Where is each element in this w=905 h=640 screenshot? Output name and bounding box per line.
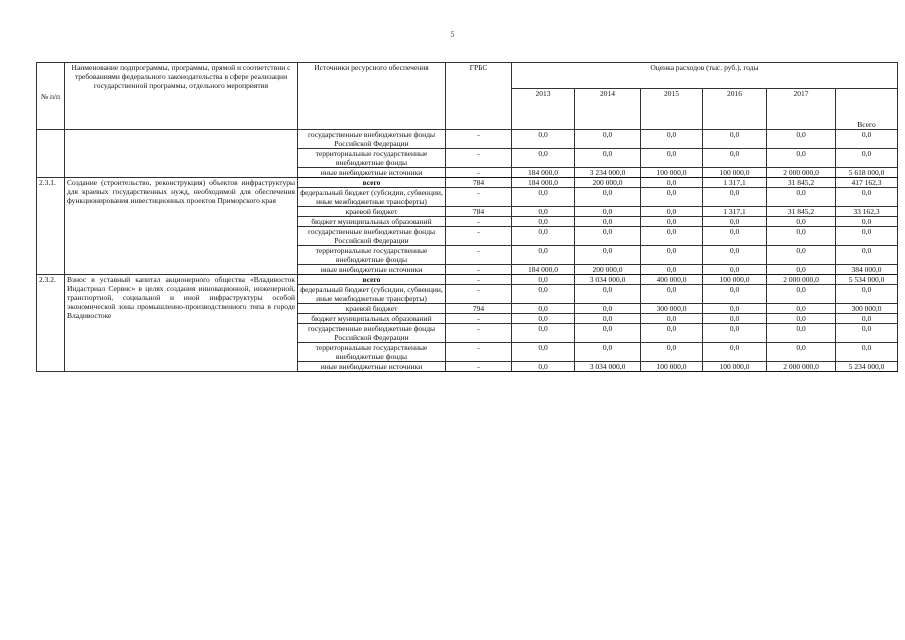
value-cell: 0,0	[512, 217, 575, 227]
value-cell: 0,0	[767, 314, 836, 324]
source-cell: краевой бюджет	[298, 207, 446, 217]
section-number: 2.3.1.	[37, 178, 65, 275]
header-row-1	[37, 63, 898, 89]
value-cell: 0,0	[703, 265, 767, 275]
value-cell: 0,0	[641, 314, 703, 324]
value-cell: 1 317,1	[703, 207, 767, 217]
value-cell: 0,0	[703, 188, 767, 207]
value-cell: 0,0	[575, 217, 641, 227]
source-cell: краевой бюджет	[298, 304, 446, 314]
value-cell: 0,0	[836, 343, 898, 362]
source-cell: бюджет муниципальных образований	[298, 314, 446, 324]
value-cell: 0,0	[641, 188, 703, 207]
value-cell: 0,0	[512, 304, 575, 314]
value-cell: 184 000,0	[512, 168, 575, 178]
table-body	[37, 63, 898, 372]
value-cell: 300 000,0	[641, 304, 703, 314]
value-cell: 2 000 000,0	[767, 275, 836, 285]
value-cell: 0,0	[575, 130, 641, 149]
value-cell: 0,0	[575, 304, 641, 314]
value-cell: 0,0	[575, 343, 641, 362]
value-cell: 0,0	[703, 285, 767, 304]
value-cell: 0,0	[512, 227, 575, 246]
source-cell: территориальные государственные внебюджетные фонды	[298, 246, 446, 265]
header-total: Всего	[836, 89, 898, 130]
source-cell: федеральный бюджет (субсидии, субвенции, иные межбюджетные трансферты)	[298, 188, 446, 207]
grbs-cell: -	[446, 285, 512, 304]
value-cell: 100 000,0	[703, 168, 767, 178]
value-cell: 0,0	[767, 149, 836, 168]
source-cell: территориальные государственные внебюджетные фонды	[298, 343, 446, 362]
header-year-2014: 2014	[575, 89, 641, 130]
source-cell: всего	[298, 178, 446, 188]
grbs-cell: -	[446, 362, 512, 372]
source-cell: федеральный бюджет (субсидии, субвенции, иные межбюджетные трансферты)	[298, 285, 446, 304]
value-cell: 0,0	[512, 246, 575, 265]
value-cell: 0,0	[836, 188, 898, 207]
value-cell: 0,0	[641, 285, 703, 304]
value-cell: 0,0	[703, 130, 767, 149]
value-cell: 0,0	[703, 314, 767, 324]
source-cell: государственные внебюджетные фонды Российской Федерации	[298, 227, 446, 246]
value-cell: 0,0	[512, 130, 575, 149]
value-cell: 3 034 000,0	[575, 362, 641, 372]
page-number: 5	[450, 30, 455, 39]
table-row	[37, 178, 898, 188]
value-cell: 0,0	[512, 314, 575, 324]
table-row	[37, 275, 898, 285]
section-number: 2.3.2.	[37, 275, 65, 372]
section-name: Создание (строительство, реконструкция) объектов инфраструктуры для краевых государственных нужд, необходимой для обеспечения функционирования инвестиционных проектов Приморского края	[65, 178, 298, 275]
value-cell: 0,0	[836, 217, 898, 227]
value-cell: 200 000,0	[575, 178, 641, 188]
value-cell: 3 234 000,0	[575, 168, 641, 178]
source-cell: территориальные государственные внебюджетные фонды	[298, 149, 446, 168]
value-cell: 100 000,0	[641, 362, 703, 372]
value-cell: 0,0	[767, 217, 836, 227]
grbs-cell: -	[446, 130, 512, 149]
value-cell: 0,0	[836, 149, 898, 168]
source-cell: иные внебюджетные источники	[298, 362, 446, 372]
value-cell: 0,0	[512, 275, 575, 285]
table-row	[37, 130, 898, 149]
header-name: Наименование подпрограммы, программы, прямой и соответствии с требованиями федерального законодательства в сфере реализации государственной программы, отдельного мероприятия	[65, 63, 298, 130]
value-cell: 0,0	[767, 188, 836, 207]
value-cell: 0,0	[641, 207, 703, 217]
value-cell: 0,0	[836, 246, 898, 265]
value-cell: 384 000,0	[836, 265, 898, 275]
source-cell: бюджет муниципальных образований	[298, 217, 446, 227]
source-cell: иные внебюджетные источники	[298, 265, 446, 275]
value-cell: 0,0	[512, 324, 575, 343]
value-cell: 0,0	[767, 285, 836, 304]
source-cell: государственные внебюджетные фонды Российской Федерации	[298, 130, 446, 149]
value-cell: 31 845,2	[767, 178, 836, 188]
value-cell: 0,0	[703, 149, 767, 168]
header-source: Источники ресурсного обеспечения	[298, 63, 446, 130]
value-cell: 0,0	[575, 188, 641, 207]
value-cell: 0,0	[767, 343, 836, 362]
grbs-cell: -	[446, 217, 512, 227]
grbs-cell: -	[446, 188, 512, 207]
value-cell: 0,0	[575, 246, 641, 265]
value-cell: 1 317,1	[703, 178, 767, 188]
value-cell: 0,0	[836, 324, 898, 343]
value-cell: 0,0	[575, 285, 641, 304]
value-cell: 100 000,0	[703, 362, 767, 372]
value-cell: 0,0	[512, 188, 575, 207]
value-cell: 0,0	[767, 304, 836, 314]
value-cell: 0,0	[836, 227, 898, 246]
grbs-cell: -	[446, 168, 512, 178]
value-cell: 0,0	[767, 130, 836, 149]
value-cell: 0,0	[641, 324, 703, 343]
value-cell: 200 000,0	[575, 265, 641, 275]
value-cell: 0,0	[767, 227, 836, 246]
header-year-2016: 2016	[703, 89, 767, 130]
header-num: № п/п	[37, 63, 65, 130]
value-cell: 0,0	[703, 217, 767, 227]
value-cell: 0,0	[641, 246, 703, 265]
num-cell-empty	[37, 130, 65, 178]
value-cell: 0,0	[575, 149, 641, 168]
value-cell: 0,0	[575, 227, 641, 246]
value-cell: 3 034 000,0	[575, 275, 641, 285]
value-cell: 2 000 000,0	[767, 362, 836, 372]
value-cell: 0,0	[512, 149, 575, 168]
value-cell: 0,0	[575, 207, 641, 217]
value-cell: 300 000,0	[836, 304, 898, 314]
value-cell: 0,0	[703, 246, 767, 265]
grbs-cell: 784	[446, 207, 512, 217]
value-cell: 31 845,2	[767, 207, 836, 217]
header-year-2013: 2013	[512, 89, 575, 130]
value-cell: 100 000,0	[703, 275, 767, 285]
grbs-cell: -	[446, 343, 512, 362]
value-cell: 0,0	[641, 178, 703, 188]
value-cell: 0,0	[641, 130, 703, 149]
value-cell: 0,0	[767, 324, 836, 343]
value-cell: 0,0	[512, 343, 575, 362]
source-cell: всего	[298, 275, 446, 285]
value-cell: 0,0	[767, 265, 836, 275]
grbs-cell: -	[446, 265, 512, 275]
budget-table	[36, 62, 898, 372]
grbs-cell: -	[446, 149, 512, 168]
grbs-cell: 784	[446, 178, 512, 188]
grbs-cell: 794	[446, 304, 512, 314]
value-cell: 0,0	[575, 314, 641, 324]
grbs-cell: -	[446, 324, 512, 343]
value-cell: 0,0	[836, 130, 898, 149]
value-cell: 0,0	[641, 227, 703, 246]
value-cell: 0,0	[703, 227, 767, 246]
value-cell: 0,0	[575, 324, 641, 343]
value-cell: 0,0	[767, 246, 836, 265]
header-year-2017: 2017	[767, 89, 836, 130]
source-cell: иные внебюджетные источники	[298, 168, 446, 178]
value-cell: 0,0	[512, 285, 575, 304]
name-cell-empty	[65, 130, 298, 178]
value-cell: 33 162,3	[836, 207, 898, 217]
value-cell: 0,0	[703, 324, 767, 343]
value-cell: 0,0	[836, 285, 898, 304]
value-cell: 184 000,0	[512, 265, 575, 275]
value-cell: 184 000,0	[512, 178, 575, 188]
section-name: Взнос в уставный капитал акционерного общества «Владивосток Индастриал Сервис» в целях создания инновационной, инженерной, транспортной, социальной и иной инфраструктуры особой экономической зоны промышленно-производственного типа в городе Владивостоке	[65, 275, 298, 372]
value-cell: 417 162,3	[836, 178, 898, 188]
value-cell: 400 000,0	[641, 275, 703, 285]
value-cell: 100 000,0	[641, 168, 703, 178]
value-cell: 5 534 000,0	[836, 275, 898, 285]
grbs-cell: -	[446, 227, 512, 246]
value-cell: 0,0	[641, 217, 703, 227]
header-estimate: Оценка расходов (тыс. руб.), годы	[512, 63, 898, 89]
value-cell: 0,0	[641, 149, 703, 168]
value-cell: 5 618 000,0	[836, 168, 898, 178]
value-cell: 0,0	[836, 314, 898, 324]
value-cell: 0,0	[641, 343, 703, 362]
value-cell: 0,0	[641, 265, 703, 275]
value-cell: 0,0	[703, 343, 767, 362]
grbs-cell: -	[446, 246, 512, 265]
header-year-2015: 2015	[641, 89, 703, 130]
value-cell: 0,0	[512, 362, 575, 372]
value-cell: 0,0	[512, 207, 575, 217]
value-cell: 2 000 000,0	[767, 168, 836, 178]
value-cell: 0,0	[703, 304, 767, 314]
header-grbs: ГРБС	[446, 63, 512, 130]
source-cell: государственные внебюджетные фонды Российской Федерации	[298, 324, 446, 343]
value-cell: 5 234 000,0	[836, 362, 898, 372]
grbs-cell: -	[446, 314, 512, 324]
grbs-cell: -	[446, 275, 512, 285]
